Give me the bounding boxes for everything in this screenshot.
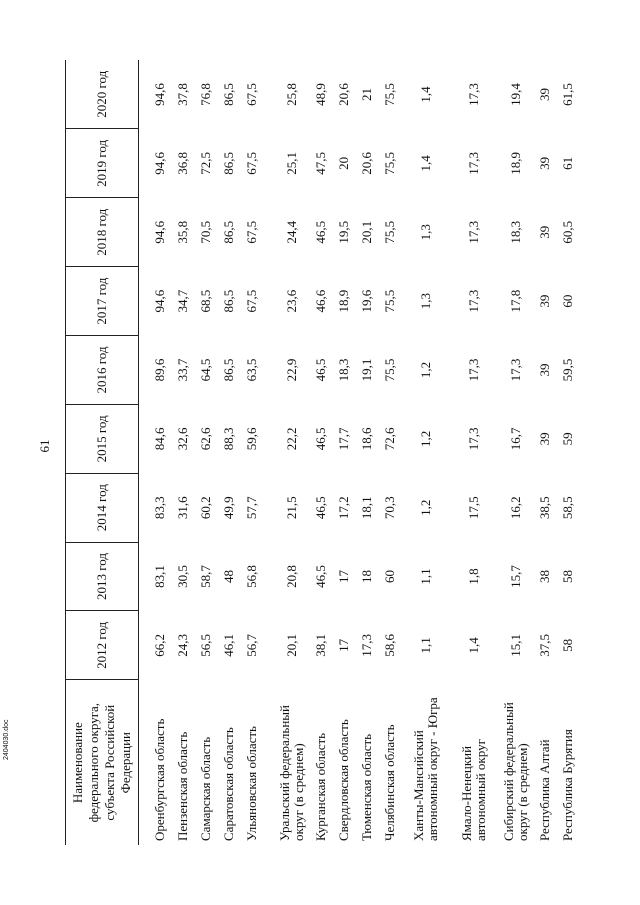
row-value-cell: 66,2 bbox=[152, 634, 168, 657]
row-value-cell: 21,5 bbox=[283, 496, 299, 520]
row-value-cell: 18,9 bbox=[507, 152, 523, 175]
row-value-cell: 1,1 bbox=[417, 637, 433, 654]
row-value-cell: 75,5 bbox=[382, 220, 398, 244]
row-value-cell: 58,5 bbox=[560, 496, 576, 520]
table-row bbox=[218, 60, 241, 845]
row-region-name: Свердловская область bbox=[336, 719, 352, 841]
row-value-cell: 18,3 bbox=[507, 220, 523, 244]
row-region-name: Республика Бурятия bbox=[560, 729, 576, 841]
row-value-cell: 1,3 bbox=[417, 292, 433, 310]
row-value-cell: 20,6 bbox=[336, 83, 352, 106]
row-value-cell: 19,4 bbox=[507, 83, 523, 106]
row-value-cell: 18,3 bbox=[336, 358, 352, 382]
row-value-cell: 20,1 bbox=[283, 634, 299, 657]
document-code: 2404030.doc bbox=[3, 719, 10, 760]
row-region-name: Республика Алтай bbox=[537, 739, 553, 841]
row-value-cell: 39 bbox=[537, 363, 553, 377]
row-value-cell: 75,5 bbox=[382, 358, 398, 382]
row-region-name: Саратовская область bbox=[221, 727, 237, 841]
row-value-cell: 17,3 bbox=[465, 289, 481, 313]
row-value-cell: 94,6 bbox=[152, 152, 168, 175]
row-region-name: Тюменская область bbox=[359, 733, 375, 841]
row-value-cell: 84,6 bbox=[152, 427, 168, 451]
table-row bbox=[498, 60, 534, 845]
row-region-name: Курганская область bbox=[313, 732, 329, 841]
row-value-cell: 86,5 bbox=[221, 152, 237, 175]
row-value-cell: 25,8 bbox=[283, 83, 299, 106]
row-value-cell: 67,5 bbox=[244, 83, 260, 106]
row-value-cell: 60,5 bbox=[560, 220, 576, 244]
row-value-cell: 46,6 bbox=[313, 289, 329, 313]
row-region-name: Ханты-Мансийский автономный округ - Югра bbox=[410, 697, 440, 841]
column-header-year: 2016 год bbox=[66, 336, 139, 405]
table-row bbox=[274, 60, 310, 845]
table-header bbox=[66, 60, 139, 845]
row-value-cell: 75,5 bbox=[382, 83, 398, 106]
row-value-cell: 1,4 bbox=[417, 86, 433, 103]
row-value-cell: 17,8 bbox=[507, 289, 523, 313]
row-value-cell: 46,5 bbox=[313, 427, 329, 451]
row-value-cell: 32,6 bbox=[175, 427, 191, 451]
table-row bbox=[333, 60, 356, 845]
row-value-cell: 31,6 bbox=[175, 496, 191, 520]
row-value-cell: 22,9 bbox=[283, 358, 299, 382]
row-value-cell: 17,3 bbox=[465, 220, 481, 244]
row-value-cell: 20,6 bbox=[359, 152, 375, 175]
row-value-cell: 21 bbox=[359, 87, 375, 101]
row-value-cell: 46,5 bbox=[313, 565, 329, 588]
row-value-cell: 38 bbox=[537, 570, 553, 584]
row-value-cell: 61 bbox=[560, 156, 576, 170]
row-value-cell: 16,7 bbox=[507, 427, 523, 451]
page-number: 61 bbox=[37, 439, 52, 453]
row-value-cell: 86,5 bbox=[221, 358, 237, 382]
row-value-cell: 17,3 bbox=[359, 634, 375, 657]
table-row bbox=[241, 60, 264, 845]
row-value-cell: 86,5 bbox=[221, 220, 237, 244]
row-region-name: Самарская область bbox=[198, 736, 214, 841]
row-value-cell: 48,9 bbox=[313, 83, 329, 106]
row-value-cell: 35,8 bbox=[175, 220, 191, 244]
row-value-cell: 75,5 bbox=[382, 152, 398, 175]
row-value-cell: 17,3 bbox=[465, 83, 481, 106]
row-value-cell: 17,3 bbox=[507, 358, 523, 382]
row-value-cell: 36,8 bbox=[175, 152, 191, 175]
row-value-cell: 18,1 bbox=[359, 496, 375, 520]
row-value-cell: 18,6 bbox=[359, 427, 375, 451]
row-value-cell: 83,1 bbox=[152, 565, 168, 588]
table-row bbox=[172, 60, 195, 845]
row-value-cell: 39 bbox=[537, 87, 553, 101]
row-value-cell: 17 bbox=[336, 570, 352, 584]
row-value-cell: 58 bbox=[560, 570, 576, 584]
row-value-cell: 19,5 bbox=[336, 220, 352, 244]
column-header-year: 2013 год bbox=[66, 542, 139, 611]
row-region-name: Оренбургская область bbox=[152, 718, 168, 841]
row-value-cell: 1,4 bbox=[417, 155, 433, 172]
row-value-cell: 30,5 bbox=[175, 565, 191, 588]
row-value-cell: 68,5 bbox=[198, 289, 214, 313]
row-value-cell: 22,2 bbox=[283, 427, 299, 451]
row-value-cell: 46,5 bbox=[313, 496, 329, 520]
row-value-cell: 1,4 bbox=[465, 637, 481, 654]
table-row bbox=[534, 60, 557, 845]
row-value-cell: 34,7 bbox=[175, 289, 191, 313]
table-row bbox=[356, 60, 379, 845]
row-value-cell: 86,5 bbox=[221, 83, 237, 106]
row-value-cell: 39 bbox=[537, 156, 553, 170]
column-header-year: 2019 год bbox=[66, 129, 139, 198]
row-value-cell: 17,2 bbox=[336, 496, 352, 520]
row-value-cell: 61,5 bbox=[560, 83, 576, 106]
row-value-cell: 17,3 bbox=[465, 358, 481, 382]
row-value-cell: 17,5 bbox=[465, 496, 481, 520]
row-value-cell: 24,4 bbox=[283, 220, 299, 244]
row-value-cell: 67,5 bbox=[244, 220, 260, 244]
table-row bbox=[195, 60, 218, 845]
row-value-cell: 70,3 bbox=[382, 496, 398, 520]
row-value-cell: 20,8 bbox=[283, 565, 299, 588]
row-value-cell: 58,6 bbox=[382, 634, 398, 657]
table-row bbox=[402, 60, 450, 845]
row-value-cell: 20,1 bbox=[359, 220, 375, 244]
row-value-cell: 25,1 bbox=[283, 152, 299, 175]
column-header-year: 2017 год bbox=[66, 267, 139, 336]
column-header-year: 2012 год bbox=[66, 611, 139, 680]
row-value-cell: 70,5 bbox=[198, 220, 214, 244]
row-value-cell: 58,7 bbox=[198, 565, 214, 588]
row-value-cell: 94,6 bbox=[152, 220, 168, 244]
row-region-name: Ульяновская область bbox=[244, 726, 260, 841]
row-value-cell: 58 bbox=[560, 638, 576, 652]
row-value-cell: 39 bbox=[537, 225, 553, 239]
row-value-cell: 46,1 bbox=[221, 634, 237, 657]
row-value-cell: 63,5 bbox=[244, 358, 260, 382]
row-value-cell: 38,5 bbox=[537, 496, 553, 520]
row-value-cell: 15,1 bbox=[507, 634, 523, 657]
row-region-name: Челябинская область bbox=[382, 724, 398, 841]
row-value-cell: 62,6 bbox=[198, 427, 214, 451]
row-value-cell: 1,2 bbox=[417, 430, 433, 447]
row-value-cell: 18 bbox=[359, 570, 375, 584]
row-value-cell: 60 bbox=[560, 294, 576, 308]
row-value-cell: 94,6 bbox=[152, 289, 168, 313]
row-value-cell: 17,7 bbox=[336, 427, 352, 451]
row-value-cell: 19,6 bbox=[359, 289, 375, 313]
row-value-cell: 64,5 bbox=[198, 358, 214, 382]
table-row bbox=[149, 60, 172, 845]
row-value-cell: 86,5 bbox=[221, 289, 237, 313]
row-value-cell: 1,8 bbox=[465, 568, 481, 585]
row-value-cell: 56,5 bbox=[198, 634, 214, 657]
row-value-cell: 23,6 bbox=[283, 289, 299, 313]
table-row bbox=[557, 60, 580, 845]
row-value-cell: 60,2 bbox=[198, 496, 214, 520]
row-value-cell: 1,3 bbox=[417, 224, 433, 241]
row-value-cell: 17,3 bbox=[465, 427, 481, 451]
data-table-container bbox=[65, 60, 605, 845]
row-value-cell: 17 bbox=[336, 638, 352, 652]
column-header-year: 2020 год bbox=[66, 60, 139, 129]
row-value-cell: 88,3 bbox=[221, 427, 237, 451]
row-value-cell: 89,6 bbox=[152, 358, 168, 382]
row-value-cell: 57,7 bbox=[244, 496, 260, 520]
row-region-name: Уральский федеральный округ (в среднем) bbox=[276, 705, 306, 841]
row-value-cell: 39 bbox=[537, 294, 553, 308]
row-region-name: Пензенская область bbox=[175, 731, 191, 841]
column-header-name: Наименование федерального округа, субъекта Российской Федерации bbox=[66, 680, 139, 845]
table-body bbox=[139, 60, 581, 845]
row-value-cell: 39 bbox=[537, 432, 553, 446]
row-value-cell: 67,5 bbox=[244, 289, 260, 313]
row-value-cell: 94,6 bbox=[152, 83, 168, 106]
row-value-cell: 37,8 bbox=[175, 83, 191, 106]
row-value-cell: 38,1 bbox=[313, 634, 329, 657]
row-value-cell: 83,3 bbox=[152, 496, 168, 520]
row-value-cell: 24,3 bbox=[175, 634, 191, 657]
column-header-year: 2015 год bbox=[66, 404, 139, 473]
row-region-name: Сибирский федеральный округ (в среднем) bbox=[500, 702, 530, 841]
row-value-cell: 75,5 bbox=[382, 289, 398, 313]
table-row bbox=[310, 60, 333, 845]
data-table bbox=[65, 60, 580, 845]
row-region-name: Ямало-Ненецкий автономный округ bbox=[458, 739, 488, 841]
row-value-cell: 59,6 bbox=[244, 427, 260, 451]
row-value-cell: 18,9 bbox=[336, 289, 352, 313]
row-value-cell: 16,2 bbox=[507, 496, 523, 520]
row-value-cell: 1,1 bbox=[417, 568, 433, 585]
row-value-cell: 37,5 bbox=[537, 634, 553, 657]
row-value-cell: 33,7 bbox=[175, 358, 191, 382]
table-row bbox=[379, 60, 402, 845]
row-value-cell: 1,2 bbox=[417, 361, 433, 379]
column-header-year: 2018 год bbox=[66, 198, 139, 267]
row-value-cell: 1,2 bbox=[417, 499, 433, 516]
table-row bbox=[450, 60, 498, 845]
row-value-cell: 48 bbox=[221, 570, 237, 584]
row-value-cell: 46,5 bbox=[313, 358, 329, 382]
row-value-cell: 59 bbox=[560, 432, 576, 446]
row-value-cell: 67,5 bbox=[244, 152, 260, 175]
row-value-cell: 60 bbox=[382, 570, 398, 584]
row-value-cell: 20 bbox=[336, 156, 352, 170]
column-header-year: 2014 год bbox=[66, 473, 139, 542]
row-value-cell: 59,5 bbox=[560, 358, 576, 382]
row-value-cell: 72,5 bbox=[198, 152, 214, 175]
row-value-cell: 17,3 bbox=[465, 152, 481, 175]
row-value-cell: 56,7 bbox=[244, 634, 260, 657]
row-value-cell: 76,8 bbox=[198, 83, 214, 106]
row-value-cell: 15,7 bbox=[507, 565, 523, 588]
row-value-cell: 49,9 bbox=[221, 496, 237, 520]
row-value-cell: 46,5 bbox=[313, 220, 329, 244]
row-value-cell: 19,1 bbox=[359, 358, 375, 382]
row-value-cell: 72,6 bbox=[382, 427, 398, 451]
row-value-cell: 56,8 bbox=[244, 565, 260, 588]
row-value-cell: 47,5 bbox=[313, 152, 329, 175]
